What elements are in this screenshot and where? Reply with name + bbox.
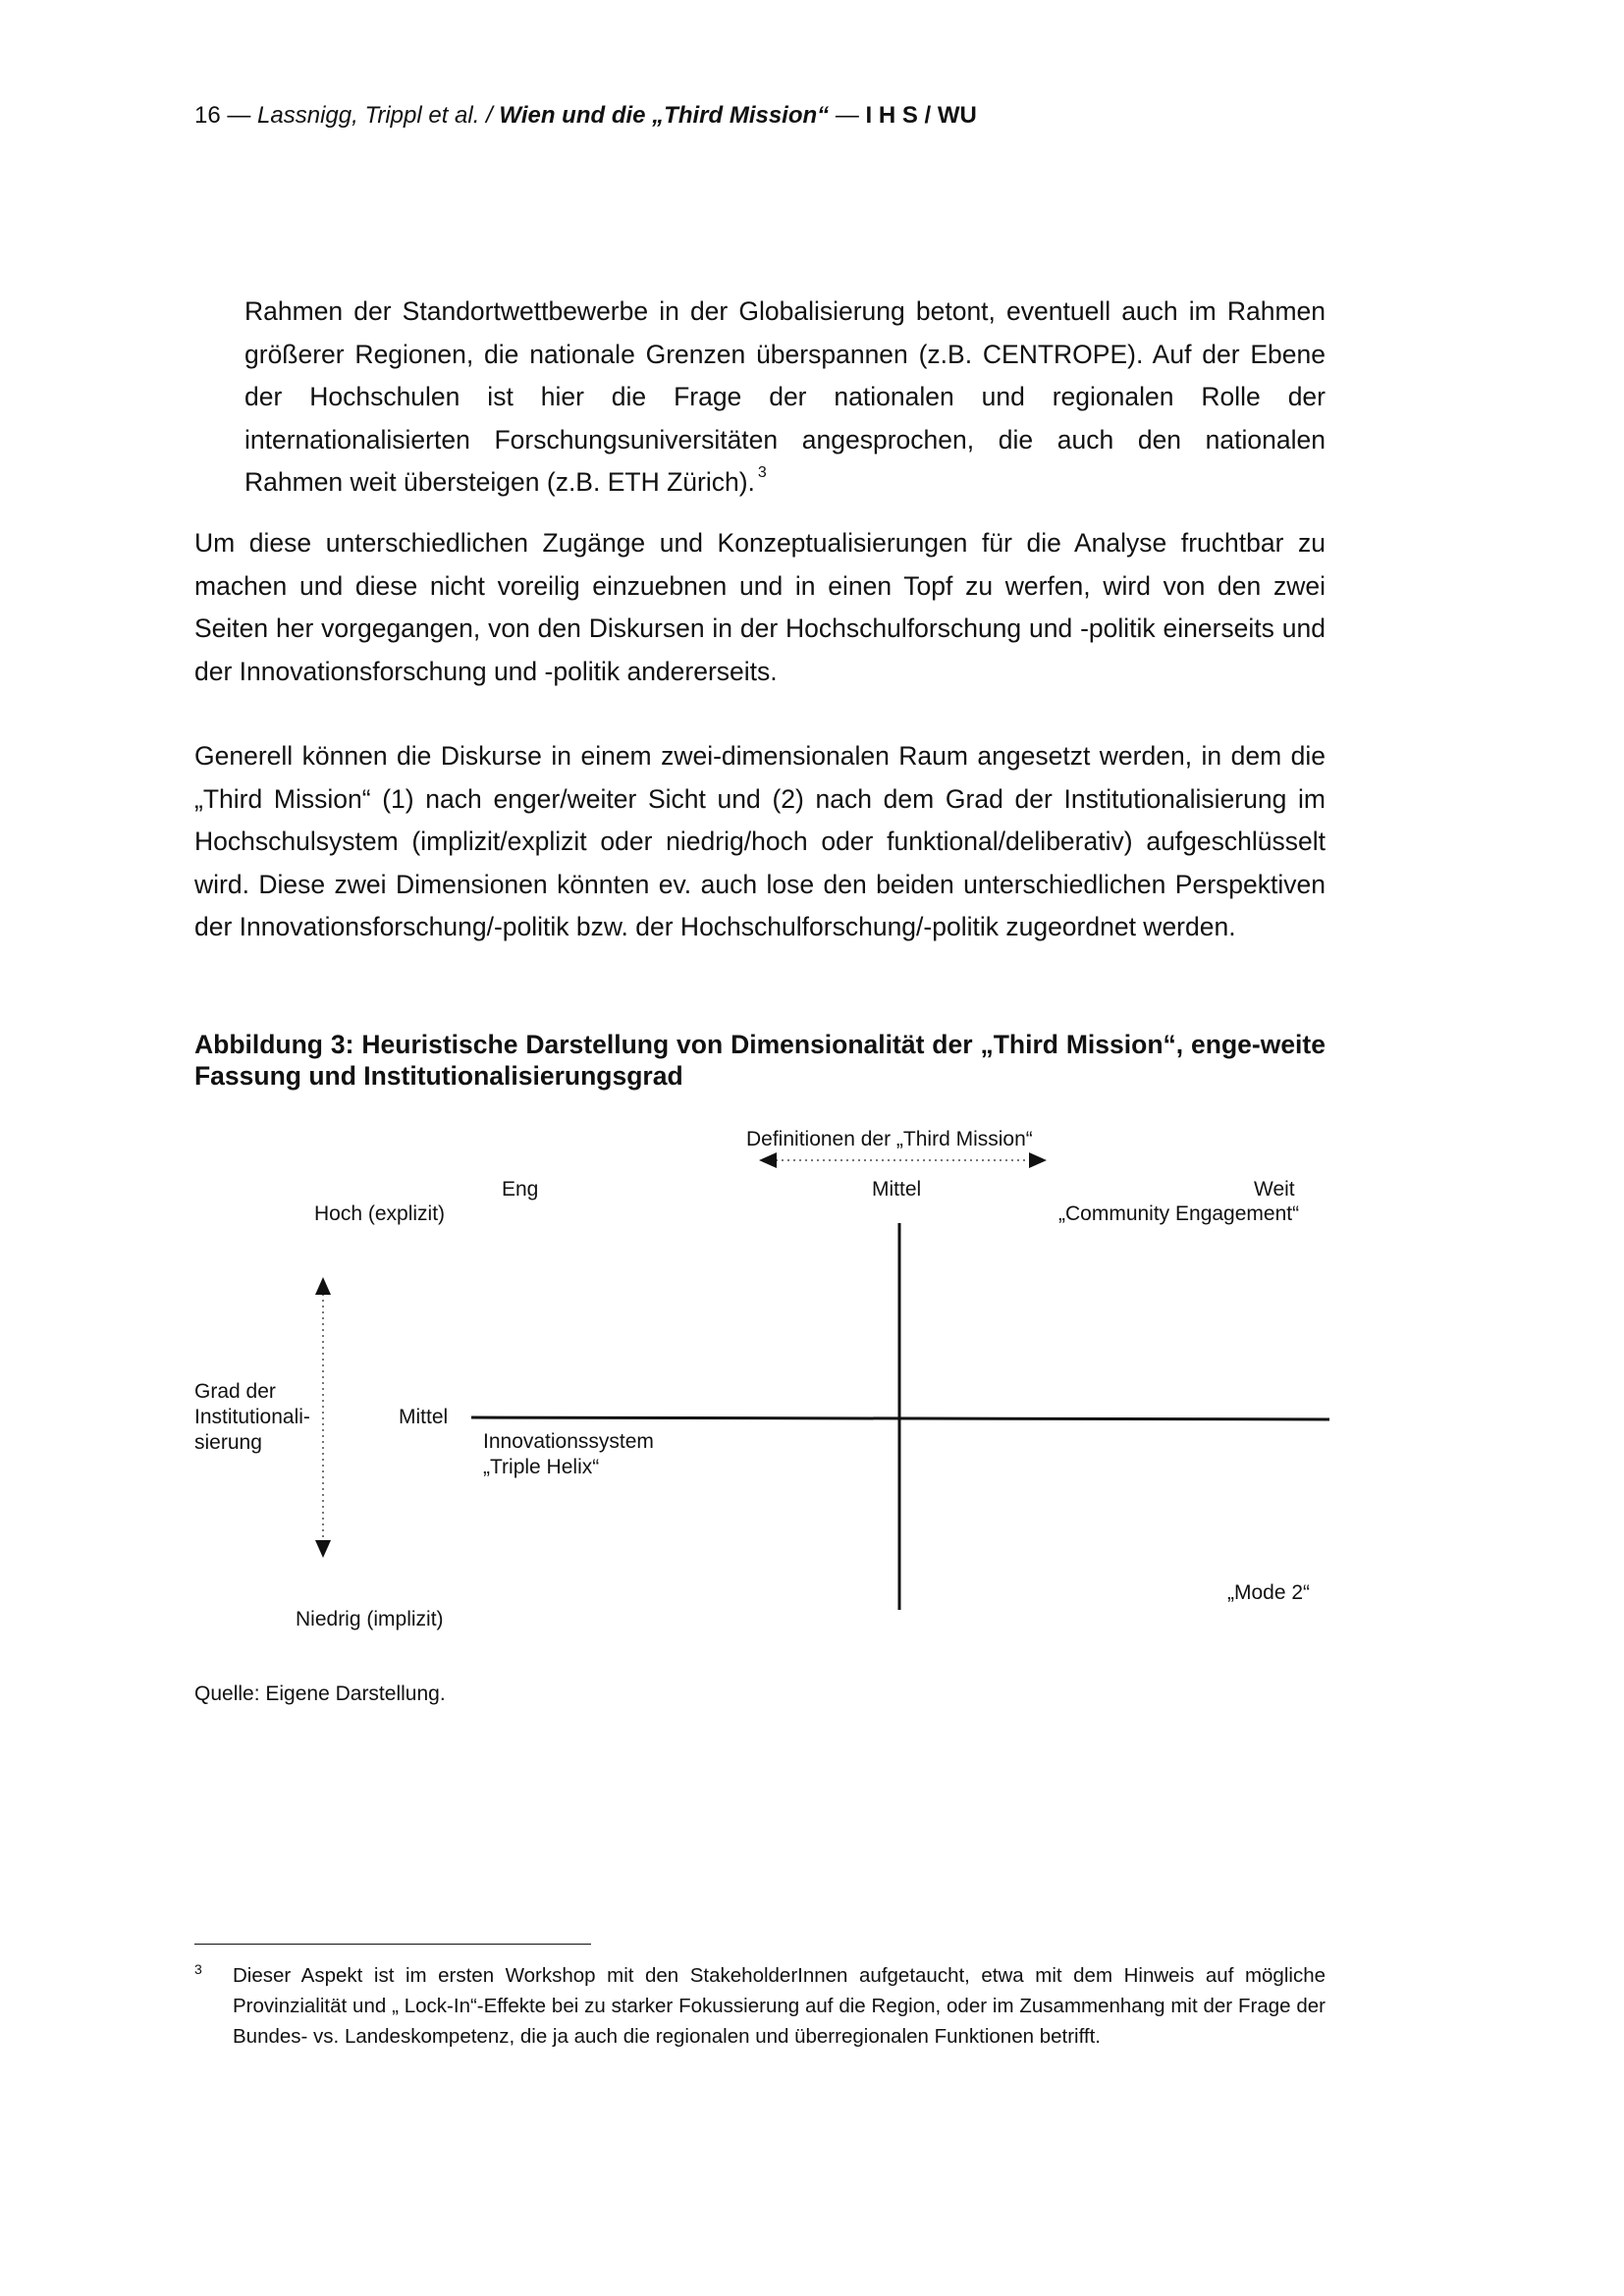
y-label-hoch: Hoch (explizit) [314,1202,446,1225]
paragraph-approach: Um diese unterschiedlichen Zugänge und Konzeptualisierungen für die Analyse fruchtbar zu machen und diese nicht voreilig einzuebnen und in einen Topf zu werfen, wird von den zwei Seiten her vorgegangen, von den Diskursen in der Hochschulforschung und -politik einerseits und der Innovationsforschung und -politik andererseits. [194,528,1326,686]
y-label-niedrig: Niedrig (implizit) [296,1608,444,1630]
header-authors: Lassnigg, Trippl et al. / [257,102,500,129]
y-label-mittel: Mittel [399,1406,449,1428]
header-title: Wien und die „Third Mission“ [499,102,830,129]
innovation-system-label [483,1429,654,1480]
header-institutions: I H S / WU [865,102,977,129]
definitions-arrow-right-icon [1029,1152,1047,1168]
innovation-system-line-1: Innovationssystem [483,1430,654,1453]
footnote-number: 3 [194,1961,202,1977]
x-label-weit: Weit [1254,1178,1295,1201]
x-label-eng: Eng [502,1178,539,1201]
paragraph-dimensions: Generell können die Diskurse in einem zwei-dimensionalen Raum angesetzt werden, in dem die „Third Mission“ (1) nach enger/weiter Sicht und (2) nach dem Grad der Institutionalisierung im Hochschulsystem (implizit/explizit oder niedrig/hoch oder funktional/deliberativ) aufgeschlüsselt wird. Diese zwei Dimensionen könnten ev. auch lose den beiden unterschiedlichen Perspektiven der Innovationsforschung/-politik bzw. der Hochschulforschung/-politik zugeordnet werden. [194,741,1326,941]
y-axis-title-line-3: sierung [194,1431,262,1454]
header-dash: — [220,102,258,129]
y-axis-title-line-1: Grad der [194,1380,276,1403]
y-axis-title [194,1379,310,1456]
footnote-text: Dieser Aspekt ist im ersten Workshop mit den StakeholderInnen aufgetaucht, etwa mit dem Hinweis auf mögliche Provinzialität und „ Lock-In“-Effekte bei zu starker Fokussierung auf die Region, oder im Zusammenhang mit der Frage der Bundes- vs. Landeskompetenz, die ja auch die regionalen und überregionalen Funktionen betrifft. [233,1964,1326,2048]
grade-arrow-down-icon [315,1540,331,1558]
mode-2-label: „Mode 2“ [1227,1581,1311,1604]
innovation-system-line-2: „Triple Helix“ [483,1456,600,1478]
community-engagement-label: „Community Engagement“ [1058,1202,1300,1225]
page-number: 16 [194,102,221,129]
x-label-mittel: Mittel [872,1178,922,1201]
horizontal-axis [471,1417,1329,1419]
definitions-label: Definitionen der „Third Mission“ [746,1128,1033,1150]
indented-paragraph [244,291,1326,505]
grade-arrow-up-icon [315,1277,331,1295]
y-axis-title-line-2: Institutionali- [194,1406,310,1428]
indented-paragraph-text: Rahmen der Standortwettbewerbe in der Globalisierung betont, eventuell auch im Rahmen größerer Regionen, die nationale Grenzen überspannen (z.B. CENTROPE). Auf der Ebene der Hochschulen ist hier die Frage der nationalen und regionalen Rolle der internationalisierten Forschungsuniversitäten angesprochen, die auch den nationalen Rahmen weit übersteigen (z.B. ETH Zürich). [244,296,1326,497]
figure-caption: Abbildung 3: Heuristische Darstellung von Dimensionalität der „Third Mission“, enge-weite Fassung und Institutionalisierungsgrad [194,1030,1326,1091]
running-header [194,102,977,130]
definitions-arrow-left-icon [759,1152,777,1168]
footnote-separator [194,1944,591,1945]
footnote-reference[interactable]: 3 [757,464,767,482]
header-dash-2: — [829,102,866,129]
figure-source: Quelle: Eigene Darstellung. [194,1682,446,1705]
